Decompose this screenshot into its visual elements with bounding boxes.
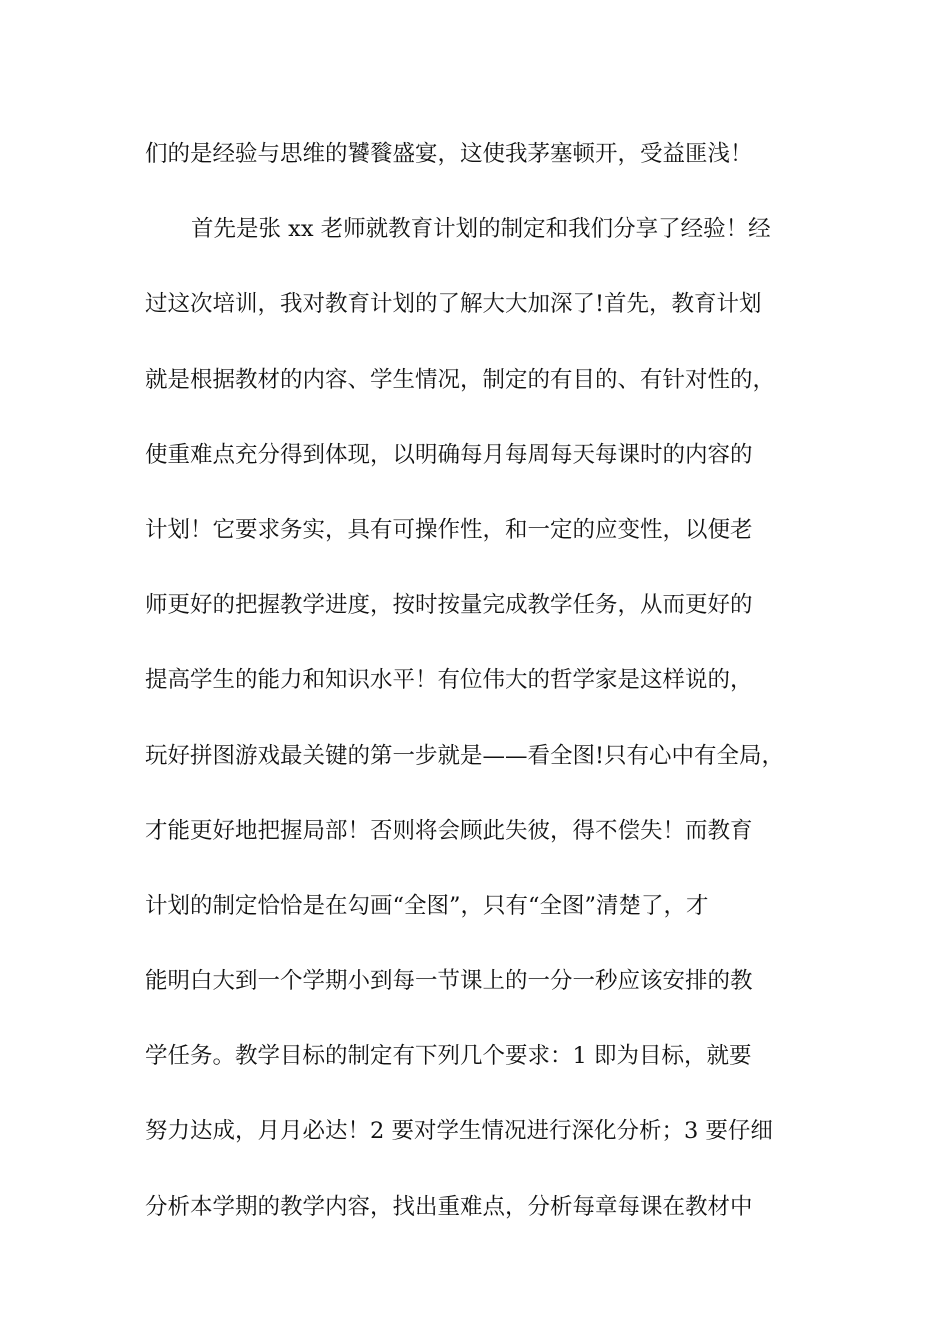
text-line-5: 使重难点充分得到体现，以明确每月每周每天每课时的内容的	[145, 441, 753, 468]
text-line-13: 学任务。教学目标的制定有下列几个要求：1 即为目标，就要	[145, 1043, 752, 1070]
text-line-14: 努力达成，月月必达！2 要对学生情况进行深化分析；3 要仔细	[145, 1118, 773, 1145]
text-line-7: 师更好的把握教学进度，按时按量完成教学任务，从而更好的	[145, 592, 753, 619]
text-line-12: 能明白大到一个学期小到每一节课上的一分一秒应该安排的教	[145, 968, 753, 995]
text-line-10: 才能更好地把握局部！否则将会顾此失彼，得不偿失！而教育	[145, 817, 753, 844]
text-line-15: 分析本学期的教学内容，找出重难点，分析每章每课在教材中	[145, 1193, 753, 1220]
text-line-11: 计划的制定恰恰是在勾画“全图”，只有“全图”清楚了，才	[145, 892, 709, 919]
text-line-9: 玩好拼图游戏最关键的第一步就是——看全图!只有心中有全局，	[145, 742, 785, 769]
text-line-2: 首先是张 xx 老师就教育计划的制定和我们分享了经验！经	[191, 216, 771, 243]
text-line-6: 计划！它要求务实，具有可操作性，和一定的应变性，以便老	[145, 516, 753, 543]
text-line-3: 过这次培训，我对教育计划的了解大大加深了!首先，教育计划	[145, 291, 762, 318]
text-line-1: 们的是经验与思维的饕餮盛宴，这使我茅塞顿开，受益匪浅！	[145, 141, 753, 167]
text-line-8: 提高学生的能力和知识水平！有位伟大的哲学家是这样说的，	[145, 667, 753, 694]
text-line-4: 就是根据教材的内容、学生情况，制定的有目的、有针对性的，	[145, 366, 776, 393]
body-text	[145, 128, 810, 1256]
